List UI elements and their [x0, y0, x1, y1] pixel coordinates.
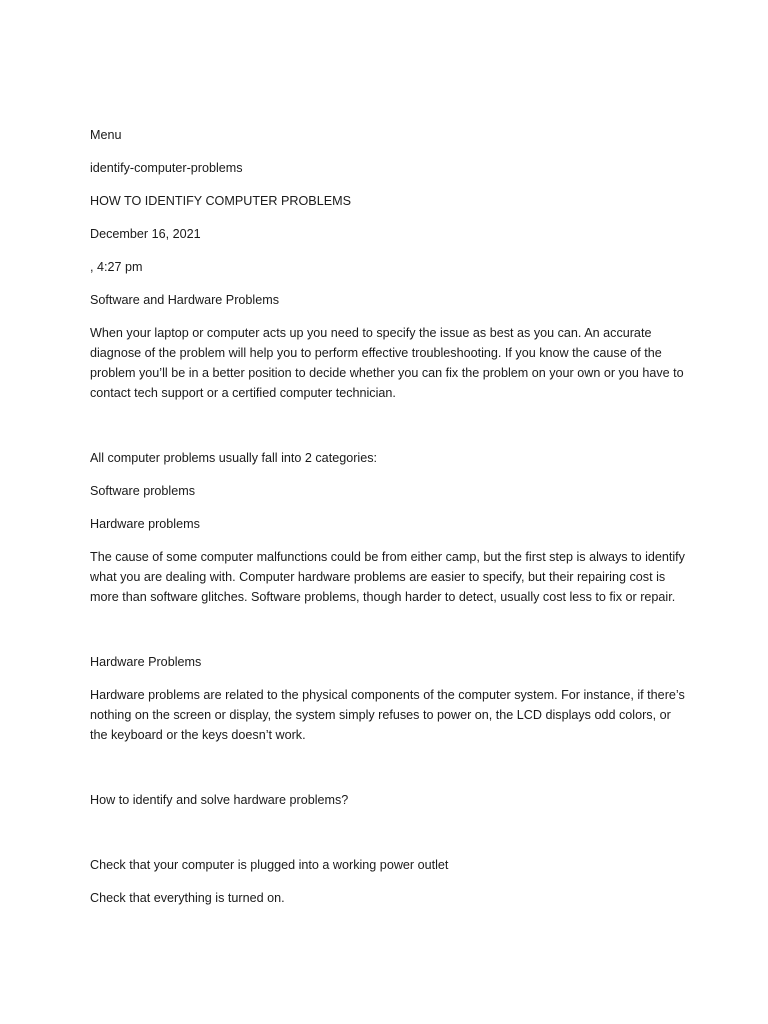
category-item-software: Software problems	[90, 484, 195, 498]
step-item-power-outlet: Check that your computer is plugged into a working power outlet	[90, 858, 449, 872]
intro-paragraph: When your laptop or computer acts up you need to specify the issue as best as you can. An accurate diagnose of the problem will help you to perform effective troubleshooting. If you know the cause of the problem you’ll be in a better position to decide whether you can fix the problem on your own or you have to contact tech support or a certified computer technician.	[90, 326, 684, 400]
post-date: December 16, 2021	[90, 227, 201, 241]
categories-heading: All computer problems usually fall into 2 categories:	[90, 451, 377, 465]
menu-label[interactable]: Menu	[90, 128, 122, 142]
post-time: , 4:27 pm	[90, 260, 143, 274]
hardware-paragraph: Hardware problems are related to the physical components of the computer system. For instance, if there’s nothing on the screen or display, the system simply refuses to power on, the LCD displays odd colors, or the keyboard or the keys doesn’t work.	[90, 688, 685, 742]
spacer	[90, 620, 690, 652]
post-category: Software and Hardware Problems	[90, 293, 279, 307]
step-item-turned-on: Check that everything is turned on.	[90, 891, 285, 905]
page-title: HOW TO IDENTIFY COMPUTER PROBLEMS	[90, 194, 352, 208]
page-slug: identify-computer-problems	[90, 161, 243, 175]
spacer	[90, 758, 690, 790]
cause-paragraph: The cause of some computer malfunctions could be from either camp, but the first step is always to identify what you are dealing with. Computer hardware problems are easier to specify, but their repairing cost is more than software glitches. Software problems, though harder to detect, usually cost less to fix or repair.	[90, 550, 685, 604]
spacer	[90, 823, 690, 855]
hardware-heading: Hardware Problems	[90, 655, 202, 669]
howto-heading: How to identify and solve hardware problems?	[90, 793, 349, 807]
document-page	[90, 125, 690, 921]
category-item-hardware: Hardware problems	[90, 517, 200, 531]
spacer	[90, 416, 690, 448]
